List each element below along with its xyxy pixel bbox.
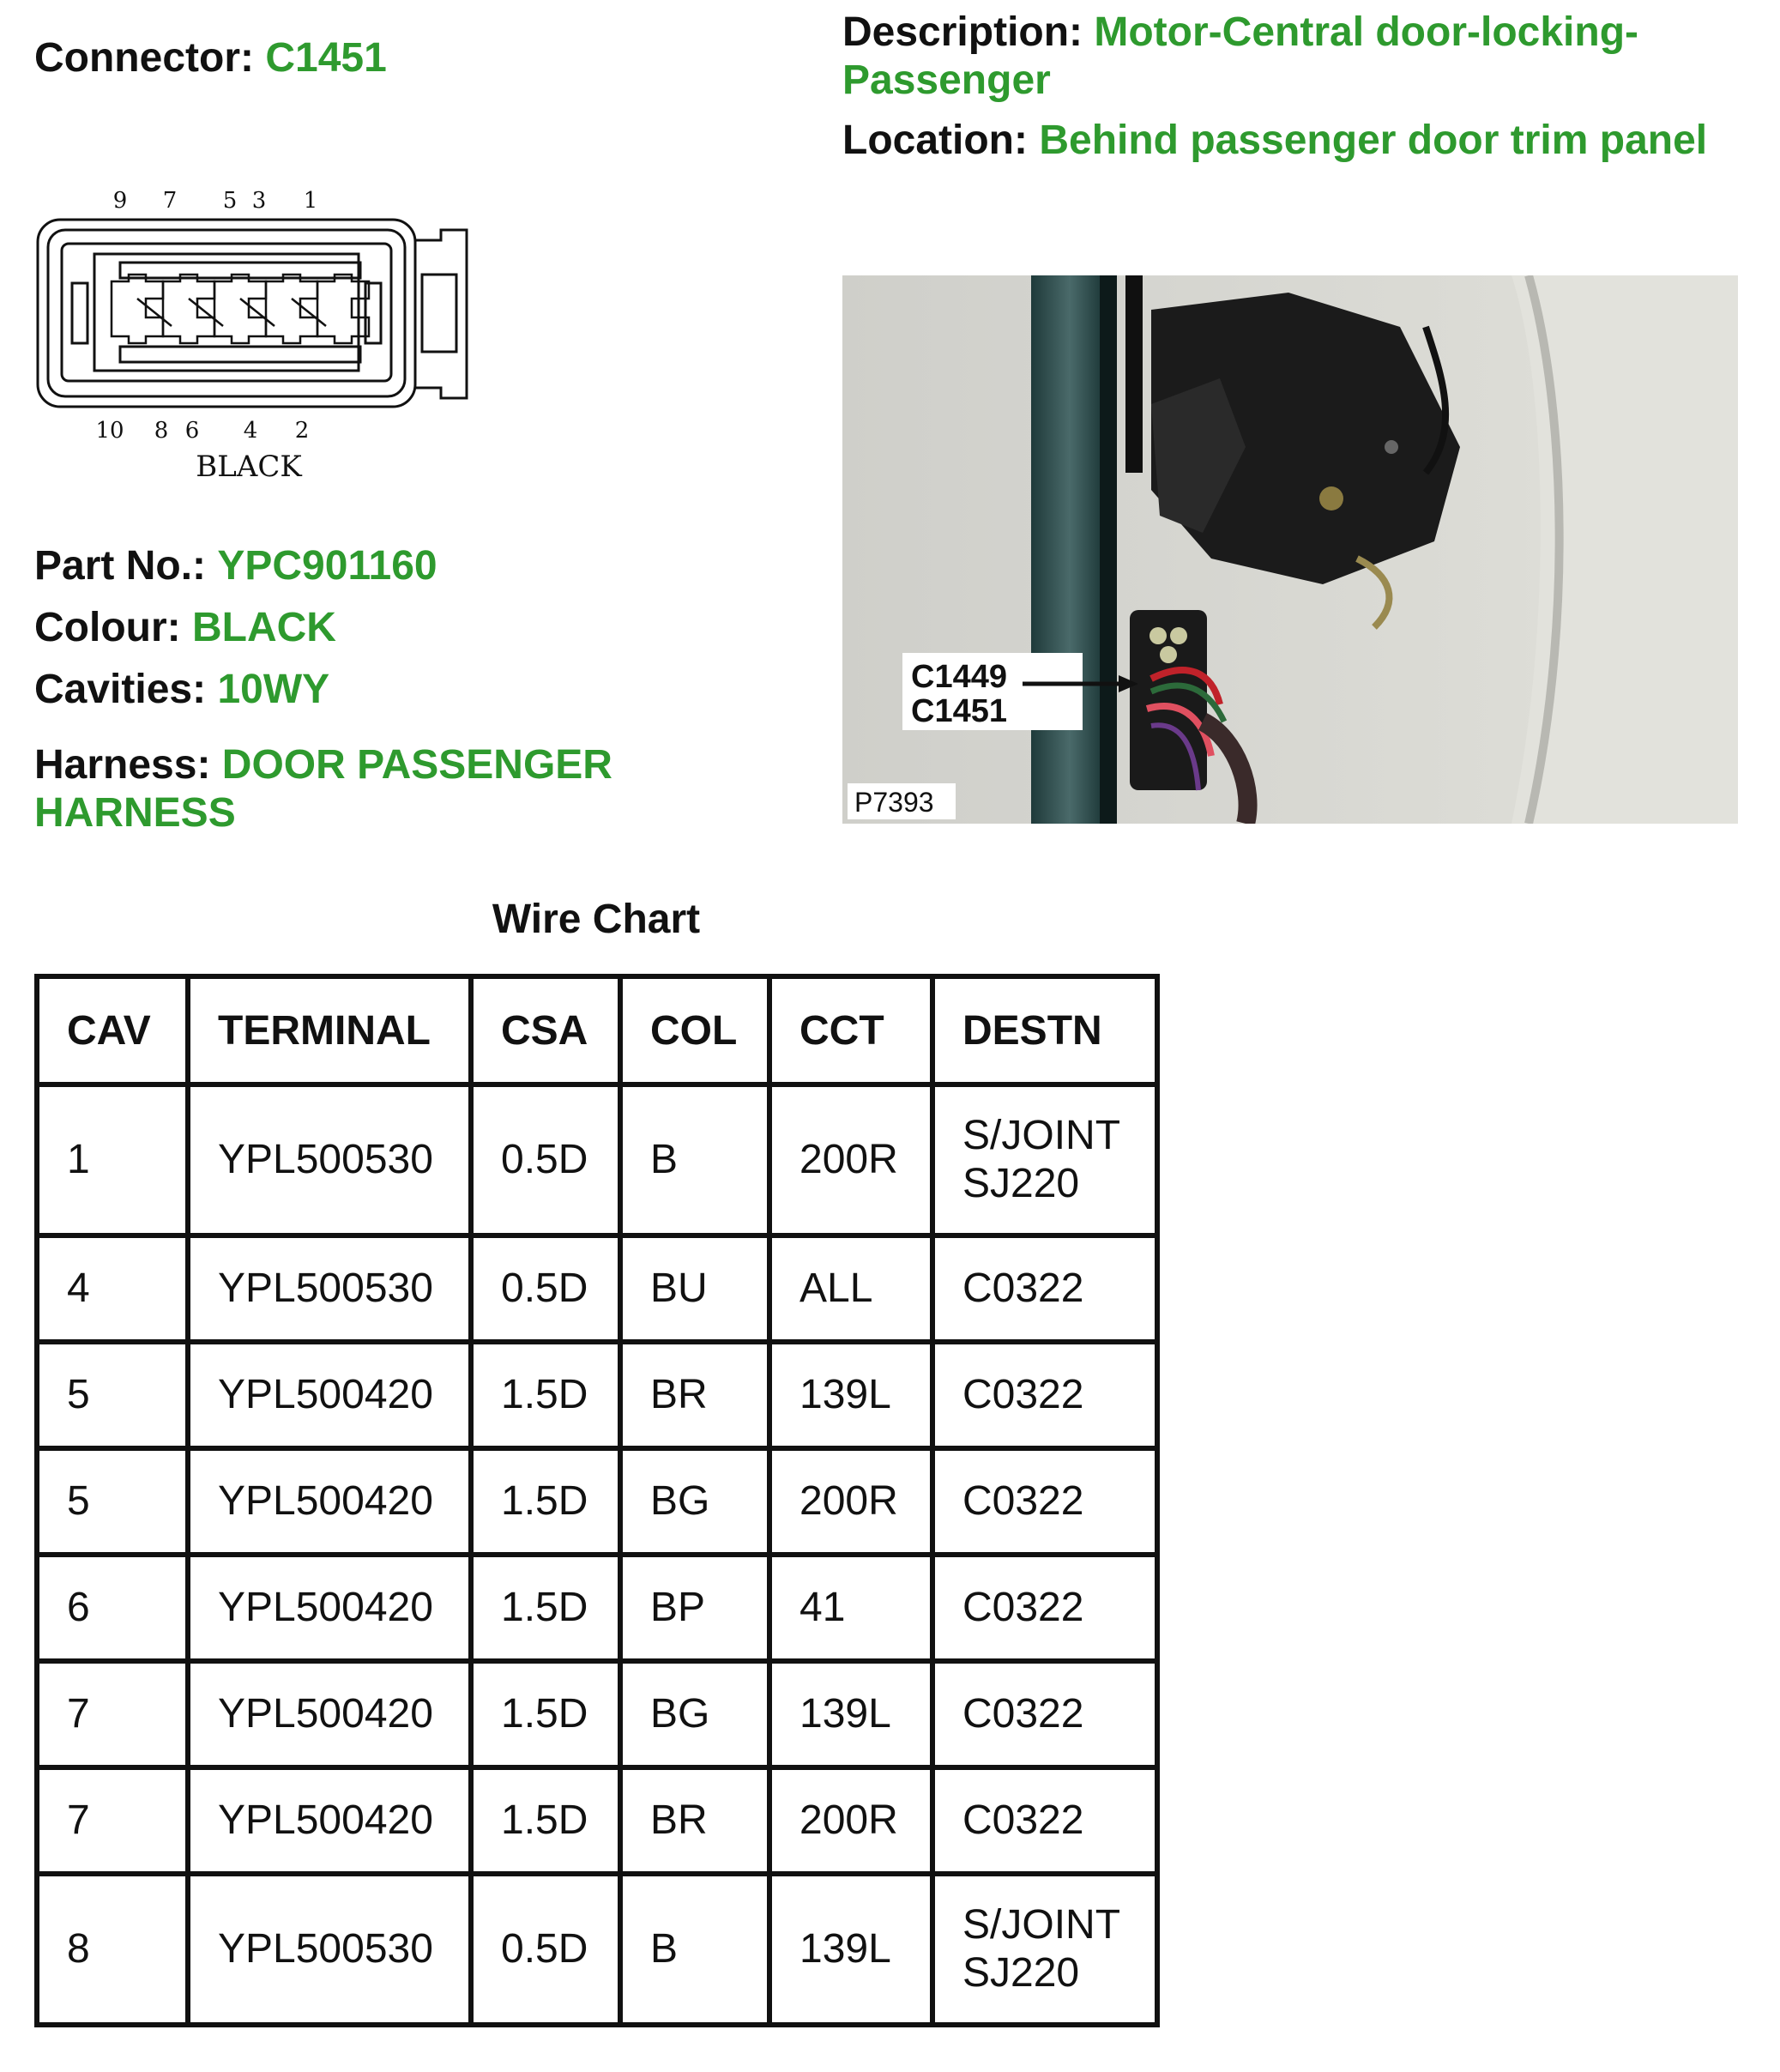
cell-cav: 6 bbox=[37, 1555, 188, 1661]
door-seal bbox=[1031, 275, 1108, 824]
description-value: Motor-Central door-locking-Passenger bbox=[842, 9, 1638, 103]
cell-col: BG bbox=[620, 1448, 769, 1555]
cavities-label: Cavities: bbox=[34, 667, 207, 712]
harness-label: Harness: bbox=[34, 742, 211, 788]
wire-chart-table bbox=[34, 974, 1160, 2027]
cell-col: BP bbox=[620, 1555, 769, 1661]
cell-col: B bbox=[620, 1874, 769, 2025]
cell-cct: 41 bbox=[769, 1555, 932, 1661]
colour-field bbox=[34, 604, 336, 652]
cell-destn: C0322 bbox=[932, 1555, 1157, 1661]
cell-terminal: YPL500420 bbox=[188, 1555, 471, 1661]
cell-csa: 1.5D bbox=[471, 1767, 620, 1874]
location-value: Behind passenger door trim panel bbox=[1039, 118, 1708, 163]
pin-label-9: 9 bbox=[112, 188, 128, 214]
table-row bbox=[37, 1767, 1157, 1874]
connector-face-diagram bbox=[34, 180, 472, 489]
cell-csa: 1.5D bbox=[471, 1342, 620, 1448]
photo-callout-c1451: C1451 bbox=[911, 693, 1007, 729]
cell-cav: 1 bbox=[37, 1084, 188, 1235]
pin-label-6: 6 bbox=[184, 418, 200, 444]
cell-csa: 0.5D bbox=[471, 1084, 620, 1235]
colour-value: BLACK bbox=[191, 605, 336, 650]
cell-cav: 5 bbox=[37, 1448, 188, 1555]
wire-chart-title: Wire Chart bbox=[492, 897, 701, 942]
pin-label-10: 10 bbox=[95, 418, 124, 444]
cell-cct: ALL bbox=[769, 1235, 932, 1342]
header-csa: CSA bbox=[471, 976, 620, 1084]
pin-label-2: 2 bbox=[294, 418, 310, 444]
table-row bbox=[37, 1661, 1157, 1767]
table-row bbox=[37, 1342, 1157, 1448]
pin-label-3: 3 bbox=[251, 188, 267, 214]
cell-terminal: YPL500420 bbox=[188, 1661, 471, 1767]
cell-destn: C0322 bbox=[932, 1342, 1157, 1448]
location-field bbox=[842, 117, 1707, 165]
cell-csa: 0.5D bbox=[471, 1235, 620, 1342]
cell-col: B bbox=[620, 1084, 769, 1235]
cell-destn: C0322 bbox=[932, 1235, 1157, 1342]
cavities-value: 10WY bbox=[217, 667, 330, 712]
cell-col: BU bbox=[620, 1235, 769, 1342]
cell-cav: 7 bbox=[37, 1767, 188, 1874]
header-terminal: TERMINAL bbox=[188, 976, 471, 1084]
colour-label: Colour: bbox=[34, 605, 181, 650]
cell-terminal: YPL500530 bbox=[188, 1235, 471, 1342]
harness-field bbox=[34, 741, 686, 837]
pin-label-7: 7 bbox=[162, 188, 178, 214]
header-cct: CCT bbox=[769, 976, 932, 1084]
table-row bbox=[37, 1555, 1157, 1661]
cell-cct: 200R bbox=[769, 1084, 932, 1235]
location-label: Location: bbox=[842, 118, 1028, 163]
cell-cav: 5 bbox=[37, 1342, 188, 1448]
photo-callout-c1449: C1449 bbox=[911, 659, 1007, 695]
cell-cav: 4 bbox=[37, 1235, 188, 1342]
pin-label-1: 1 bbox=[303, 188, 318, 214]
cell-cct: 200R bbox=[769, 1767, 932, 1874]
connector-field bbox=[34, 34, 387, 82]
part-number-label: Part No.: bbox=[34, 543, 207, 589]
description-field bbox=[842, 9, 1735, 105]
pin-label-4: 4 bbox=[243, 418, 258, 444]
header-col: COL bbox=[620, 976, 769, 1084]
cell-csa: 0.5D bbox=[471, 1874, 620, 2025]
header-destn: DESTN bbox=[932, 976, 1157, 1084]
part-number-value: YPC901160 bbox=[217, 543, 437, 589]
part-number-field bbox=[34, 542, 437, 590]
cell-cav: 8 bbox=[37, 1874, 188, 2025]
table-row bbox=[37, 1874, 1157, 2025]
terminal-cavities bbox=[112, 275, 369, 343]
cell-terminal: YPL500420 bbox=[188, 1448, 471, 1555]
cell-col: BR bbox=[620, 1767, 769, 1874]
table-row bbox=[37, 1235, 1157, 1342]
description-label: Description: bbox=[842, 9, 1083, 55]
connector-label: Connector: bbox=[34, 35, 254, 81]
cell-csa: 1.5D bbox=[471, 1448, 620, 1555]
connector-value: C1451 bbox=[265, 35, 387, 81]
cell-cav: 7 bbox=[37, 1661, 188, 1767]
cell-csa: 1.5D bbox=[471, 1661, 620, 1767]
table-row bbox=[37, 1448, 1157, 1555]
diagram-colour-caption: BLACK bbox=[196, 450, 302, 484]
cavities-field bbox=[34, 666, 329, 714]
cell-cct: 139L bbox=[769, 1342, 932, 1448]
cell-destn: C0322 bbox=[932, 1767, 1157, 1874]
cell-terminal: YPL500530 bbox=[188, 1084, 471, 1235]
cell-destn: S/JOINT SJ220 bbox=[932, 1874, 1157, 2025]
cell-destn: S/JOINT SJ220 bbox=[932, 1084, 1157, 1235]
header-cav: CAV bbox=[37, 976, 188, 1084]
cell-terminal: YPL500420 bbox=[188, 1767, 471, 1874]
cell-destn: C0322 bbox=[932, 1448, 1157, 1555]
table-header-row bbox=[37, 976, 1157, 1084]
cell-col: BG bbox=[620, 1661, 769, 1767]
cell-destn: C0322 bbox=[932, 1661, 1157, 1767]
pin-label-8: 8 bbox=[154, 418, 169, 444]
cell-cct: 139L bbox=[769, 1874, 932, 2025]
photo-figure-id: P7393 bbox=[854, 787, 934, 818]
pin-label-5: 5 bbox=[222, 188, 238, 214]
harness-value: DOOR PASSENGER HARNESS bbox=[34, 742, 612, 836]
cell-csa: 1.5D bbox=[471, 1555, 620, 1661]
cell-col: BR bbox=[620, 1342, 769, 1448]
cell-terminal: YPL500530 bbox=[188, 1874, 471, 2025]
table-row bbox=[37, 1084, 1157, 1235]
cell-cct: 139L bbox=[769, 1661, 932, 1767]
cell-terminal: YPL500420 bbox=[188, 1342, 471, 1448]
connector-location-photo bbox=[842, 275, 1738, 824]
cell-cct: 200R bbox=[769, 1448, 932, 1555]
